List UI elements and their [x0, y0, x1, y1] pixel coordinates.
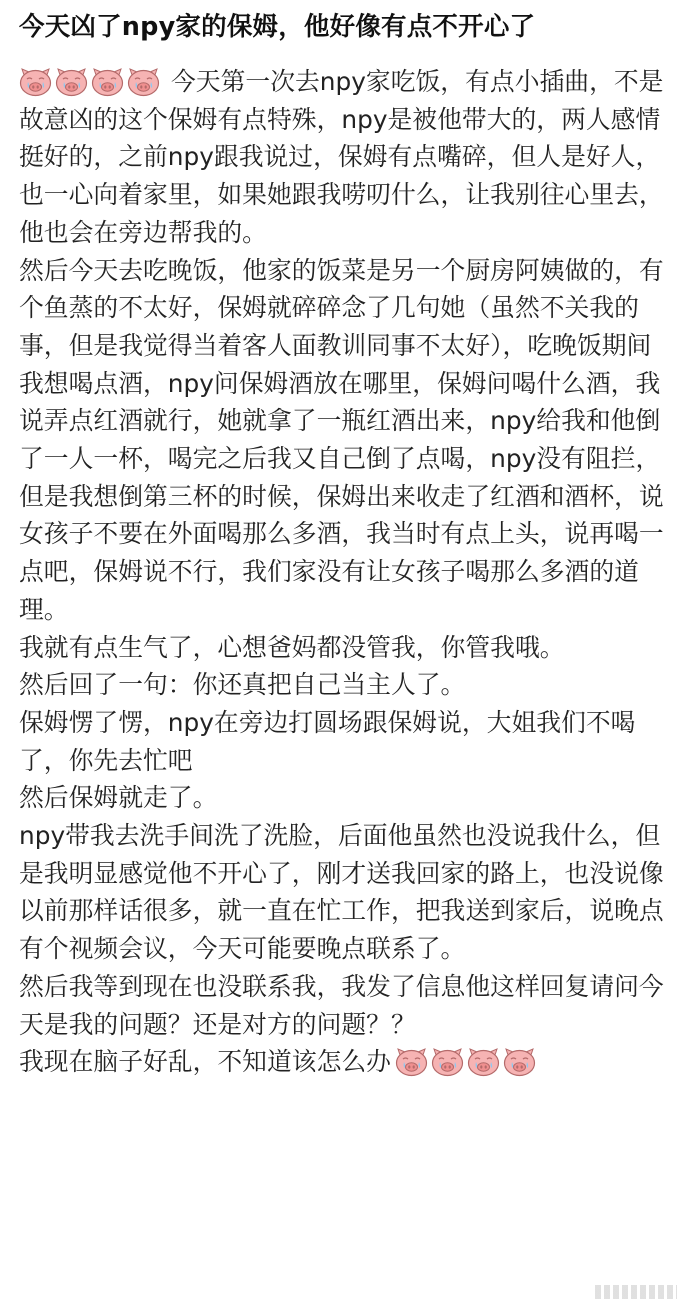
post-paragraph-5: 保姆愣了愣，npy在旁边打圆场跟保姆说，大姐我们不喝了，你先去忙吧: [19, 707, 636, 775]
post-body: [19, 63, 674, 1081]
post-paragraph-6: 然后保姆就走了。: [19, 783, 218, 813]
pig-face-sad-emoji-icon: [395, 1047, 428, 1077]
paragraph-text: 今天第一次去npy家吃饭，有点小插曲，不是故意凶的这个保姆有点特殊，npy是被他带大的，两人感情挺好的，之前npy跟我说过，保姆有点嘴碎，但人是好人，也一心向着家里，如果她跟我唠叨什么，让我别往心里去，他也会在旁边帮我的。: [19, 67, 664, 247]
post-paragraph-3: 我就有点生气了，心想爸妈都没管我，你管我哦。: [19, 632, 565, 662]
watermark: [555, 1272, 690, 1311]
pig-face-sad-emoji-icon: [19, 67, 52, 97]
paragraph-text: 我现在脑子好乱，不知道该怎么办: [19, 1047, 391, 1077]
pig-face-sad-emoji-icon: [467, 1047, 500, 1077]
emoji-group-end: [395, 1047, 539, 1077]
pig-face-sad-emoji-icon: [91, 67, 124, 97]
pig-face-sad-emoji-icon: [55, 67, 88, 97]
post-paragraph-8: 然后我等到现在也没联系我，我发了信息他这样回复请问今天是我的问题？还是对方的问题？？: [19, 971, 664, 1039]
post-paragraph-4: 然后回了一句：你还真把自己当主人了。: [19, 670, 466, 700]
post-title: 今天凶了npy家的保姆，他好像有点不开心了: [19, 12, 536, 42]
emoji-group-start: [19, 67, 163, 97]
post-paragraph-7: npy带我去洗手间洗了洗脸，后面他虽然也没说我什么，但是我明显感觉他不开心了，刚才送我回家的路上，也没说像以前那样话很多，就一直在忙工作，把我送到家后，说晚点有个视频会议，今天可能要晚点联系了。: [19, 821, 664, 964]
pig-face-sad-emoji-icon: [127, 67, 160, 97]
post-paragraph-2: 然后今天去吃晚饭，他家的饭菜是另一个厨房阿姨做的，有个鱼蒸的不太好，保姆就碎碎念了几句她（虽然不关我的事，但是我觉得当着客人面教训同事不太好），吃晚饭期间我想喝点酒，npy问保姆酒放在哪里，保姆问喝什么酒，我说弄点红酒就行，她就拿了一瓶红酒出来，npy给我和他倒了一人一杯，喝完之后我又自己倒了点喝，npy没有阻拦，但是我想倒第三杯的时候，保姆出来收走了红酒和酒杯，说女孩子不要在外面喝那么多酒，我当时有点上头，说再喝一点吧，保姆说不行，我们家没有让女孩子喝那么多酒的道理。: [19, 255, 664, 624]
pig-face-sad-emoji-icon: [503, 1047, 536, 1077]
post-paragraph-9: [19, 1043, 674, 1081]
post-paragraph-1: [19, 63, 674, 252]
pig-face-sad-emoji-icon: [431, 1047, 464, 1077]
watermark-mark: [595, 1285, 677, 1299]
